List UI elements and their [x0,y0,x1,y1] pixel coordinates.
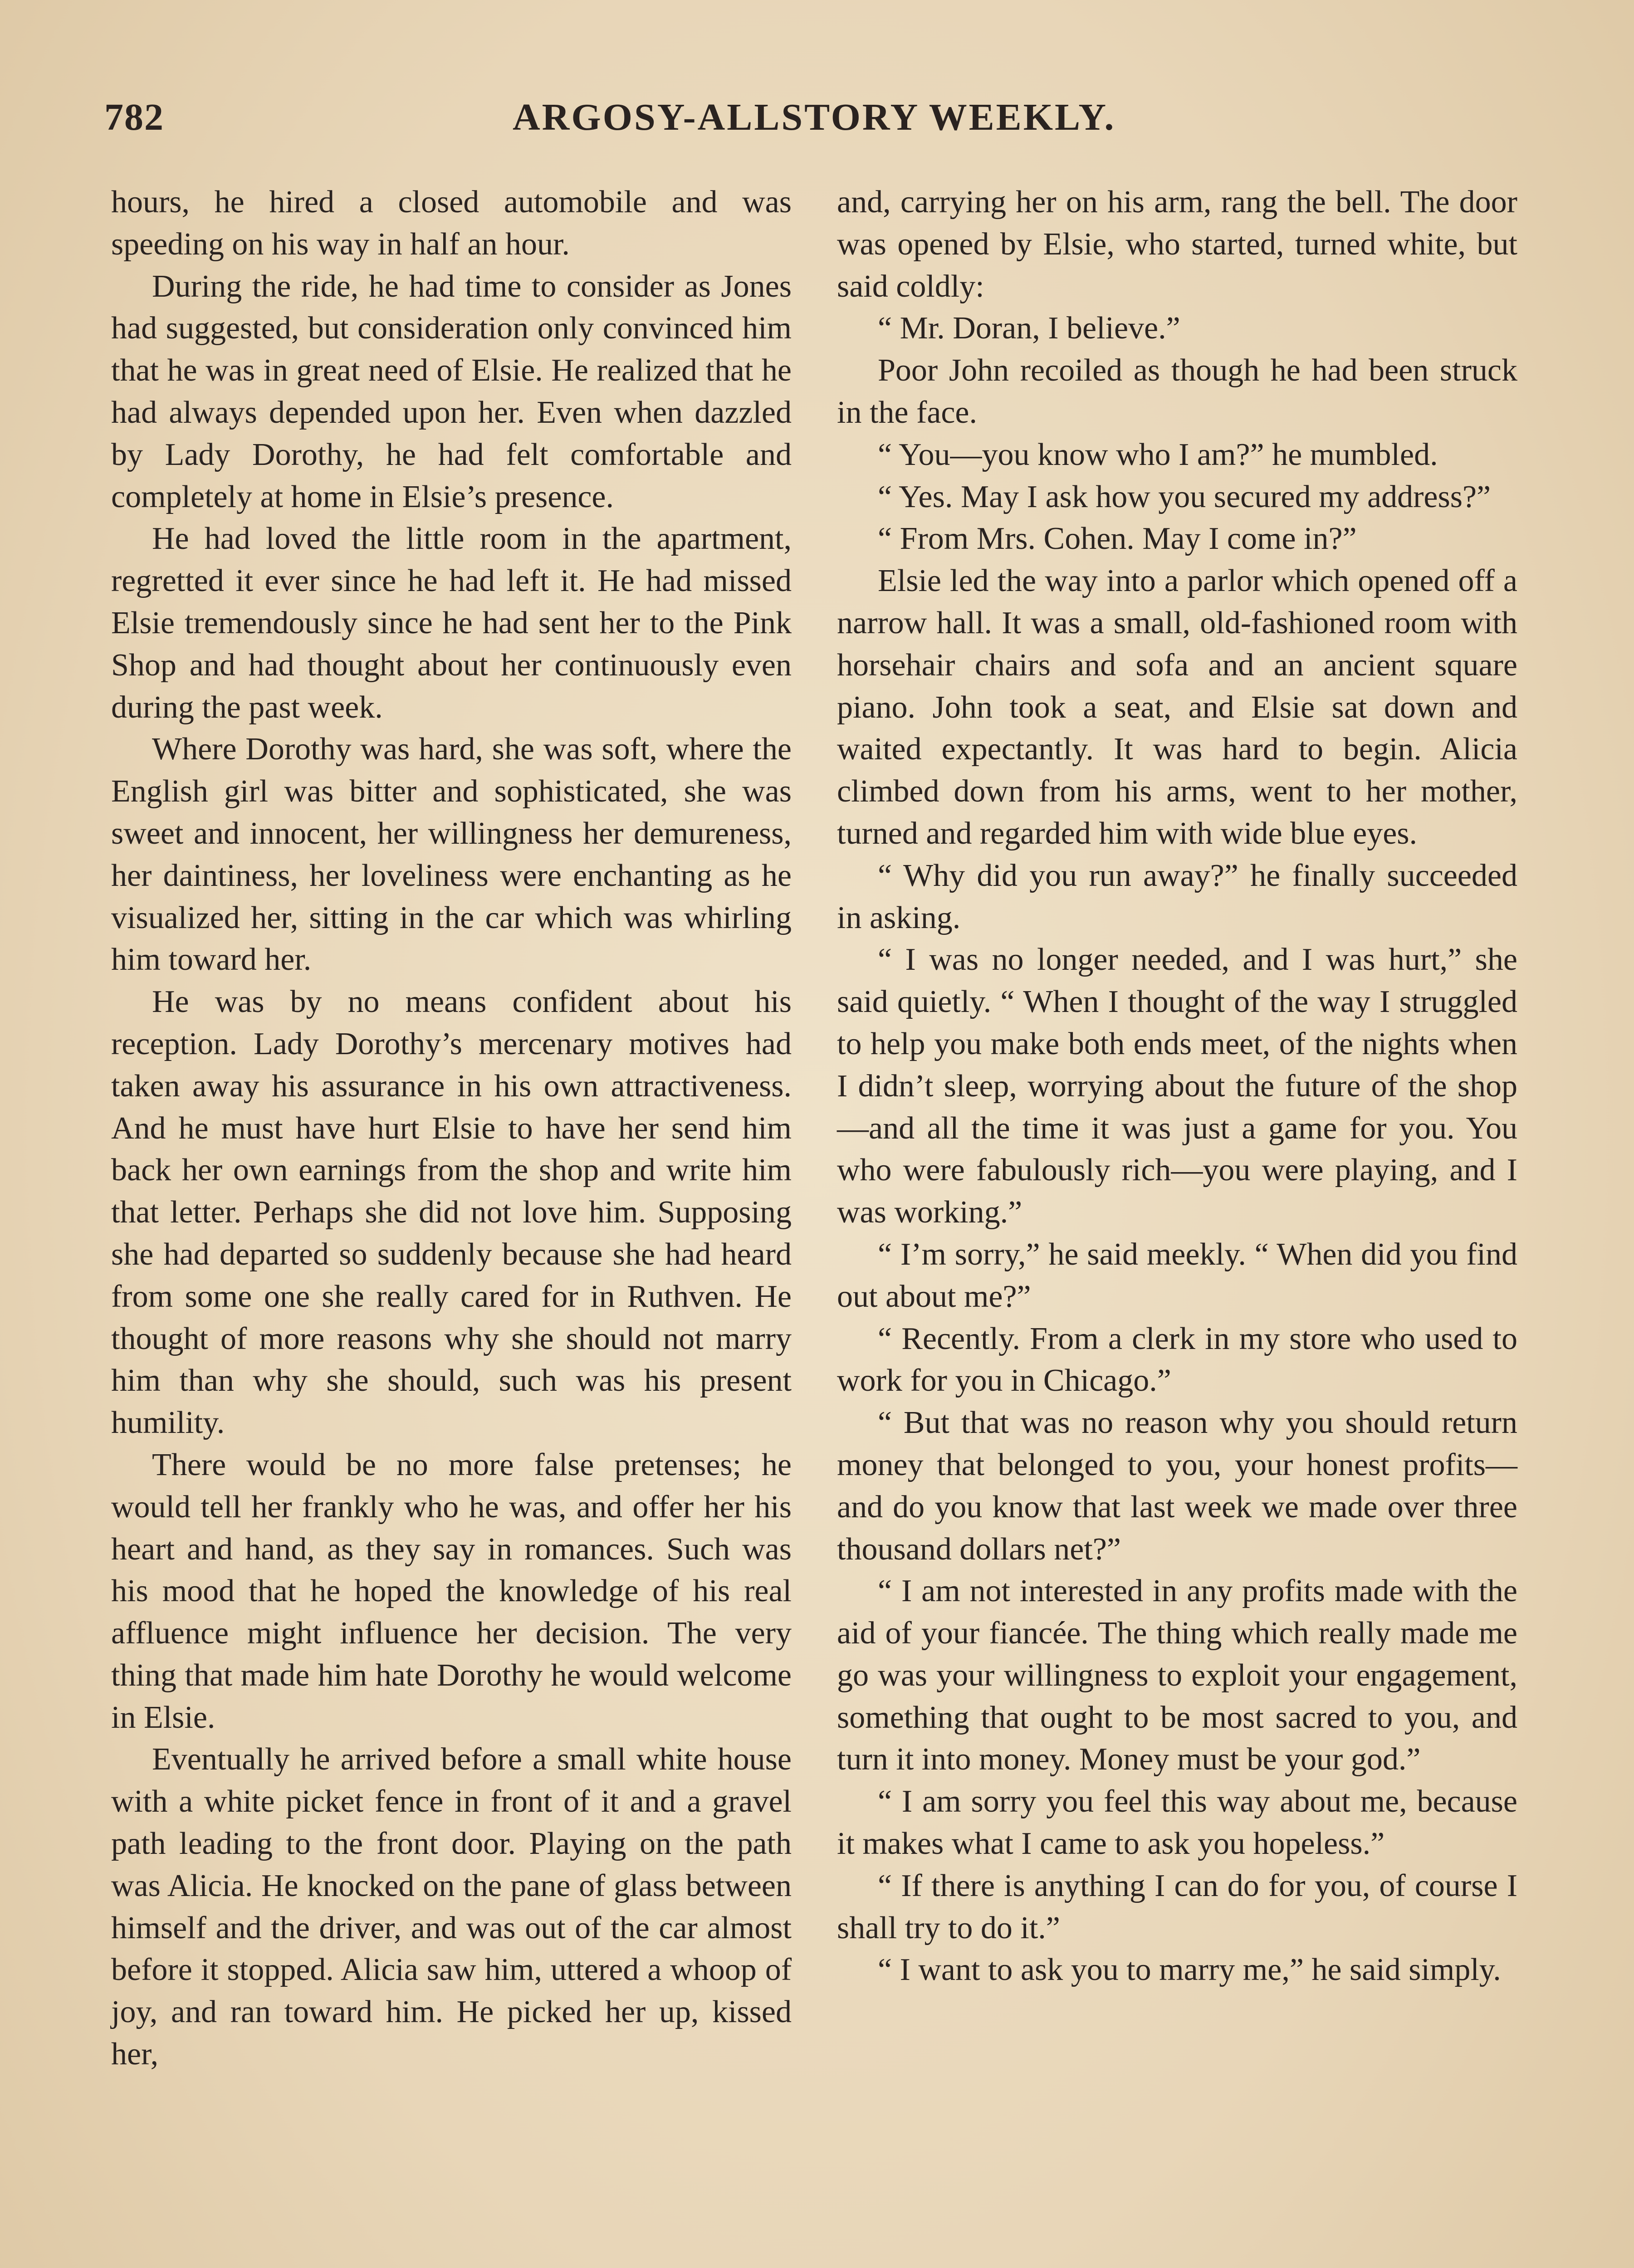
paragraph: Elsie led the way into a parlor which opened off a narrow hall. It was a small, old-fashioned room with horsehair chairs and sofa and an ancient square piano. John took a seat, and Elsie sat down and waited expectantly. It was hard to begin. Alicia climbed down from his arms, went to her mother, turned and regarded him with wide blue eyes. [837,563,1517,851]
paragraph: “ I am not interested in any profits made with the aid of your fiancée. The thing which really made me go was your willingness to exploit your engagement, something that ought to be most sacred to you, and turn it into money. Money must be your god.” [837,1574,1517,1777]
paragraph: “ Mr. Doran, I believe.” [878,311,1180,346]
paragraph: “ But that was no reason why you should return money that belonged to you, your honest profits—and do you know that last week we made over three thousand dollars net?” [837,1405,1517,1567]
running-title: ARGOSY-ALLSTORY WEEKLY. [513,96,1116,138]
page-number: 782 [104,96,164,138]
paragraph: “ You—you know who I am?” he mumbled. [878,437,1438,472]
paragraph: hours, he hired a closed automobile and was speeding on his way in half an hour. [111,185,792,262]
paragraph: “ I’m sorry,” he said meekly. “ When did you find out about me?” [837,1237,1517,1314]
paragraph: “ I was no longer needed, and I was hurt,” she said quietly. “ When I thought of the way I struggled to help you make both ends meet, of the nights when I didn’t sleep, worrying about the future of the shop —and all the time it was just a game for you. You who were fabulously rich—you were playing, and I was working.” [837,942,1517,1230]
paragraph: “ Yes. May I ask how you secured my address?” [878,479,1491,514]
paragraph: He was by no means confident about his reception. Lady Dorothy’s mercenary motives had taken away his assurance in his own attractiveness. And he must have hurt Elsie to have her send him back her own earnings from the shop and write him that letter. Perhaps she did not love him. Supposing she had departed so suddenly because she had heard from some one she really cared for in Ruthven. He thought of more reasons why she should not marry him than why she should, such was his present humility. [111,984,792,1441]
paragraph: “ I want to ask you to marry me,” he said simply. [878,1952,1501,1988]
right-column [837,181,1517,1991]
paragraph: Eventually he arrived before a small white house with a white picket fence in front of it and a gravel path leading to the front door. Playing on the path was Alicia. He knocked on the pane of glass between himself and the driver, and was out of the car almost before it stopped. Alicia saw him, uttered a whoop of joy, and ran toward him. He picked her up, kissed her, [111,1742,792,2072]
paragraph: “ If there is anything I can do for you, of course I shall try to do it.” [837,1868,1517,1945]
paragraph: “ From Mrs. Cohen. May I come in?” [878,521,1357,557]
paragraph: “ Why did you run away?” he finally succeeded in asking. [837,858,1517,935]
paragraph: and, carrying her on his arm, rang the bell. The door was opened by Elsie, who started, turned white, but said coldly: [837,185,1517,304]
paragraph: Where Dorothy was hard, she was soft, where the English girl was bitter and sophisticated, she was sweet and innocent, her willingness her demureness, her daintiness, her loveliness were enchanting as he visualized her, sitting in the car which was whirling him toward her. [111,732,792,978]
paragraph: “ Recently. From a clerk in my store who used to work for you in Chicago.” [837,1321,1517,1398]
paragraph: “ I am sorry you feel this way about me, because it makes what I came to ask you hopeless.” [837,1784,1517,1862]
paragraph: There would be no more false pretenses; he would tell her frankly who he was, and offer her his heart and hand, as they say in romances. Such was his mood that he hoped the knowledge of his real affluence might influence her decision. The very thing that made him hate Dorothy he would welcome in Elsie. [111,1447,792,1735]
paragraph: He had loved the little room in the apartment, regretted it ever since he had left it. He had missed Elsie tremendously since he had sent her to the Pink Shop and had thought about her continuously even during the past week. [111,521,792,725]
page-header [104,95,1533,154]
paragraph: Poor John recoiled as though he had been struck in the face. [837,353,1517,430]
left-column [111,181,792,2076]
paragraph: During the ride, he had time to consider as Jones had suggested, but consideration only convinced him that he was in great need of Elsie. He realized that he had always depended upon her. Even when dazzled by Lady Dorothy, he had felt comfortable and completely at home in Elsie’s presence. [111,269,792,514]
